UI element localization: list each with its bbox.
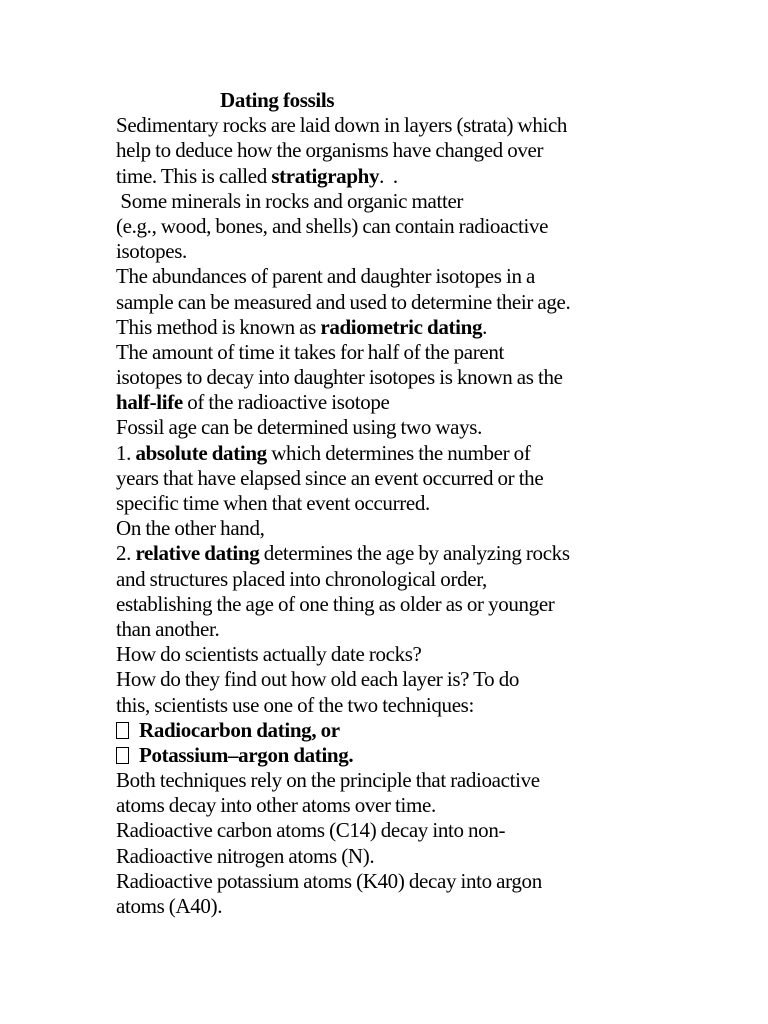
- text-run: Radioactive carbon atoms (C14) decay into non-: [116, 818, 506, 843]
- text-run: Fossil age can be determined using two ways.: [116, 415, 483, 440]
- text-line: [116, 138, 756, 163]
- text-run: The amount of time it takes for half of the parent: [116, 339, 505, 364]
- text-run: which determines the number of: [266, 440, 531, 465]
- text-run: On the other hand,: [116, 516, 265, 541]
- bullet-item: [116, 718, 756, 743]
- text-run: isotopes.: [116, 239, 187, 264]
- text-line: [116, 567, 756, 592]
- text-line: [116, 315, 756, 340]
- text-line: [116, 642, 756, 667]
- text-line: [116, 617, 756, 642]
- bullet-item: [116, 743, 756, 768]
- text-line: [116, 214, 756, 239]
- text-run: Radioactive nitrogen atoms (N).: [116, 843, 375, 868]
- text-run: sample can be measured and used to determine their age.: [116, 289, 571, 314]
- text-run: atoms decay into other atoms over time.: [116, 793, 436, 818]
- text-run: .: [482, 314, 488, 339]
- text-run: Both techniques rely on the principle that radioactive: [116, 768, 540, 793]
- text-line: [116, 894, 756, 919]
- text-run: (e.g., wood, bones, and shells) can contain radioactive: [116, 213, 549, 238]
- text-line: [116, 793, 756, 818]
- text-line: [116, 516, 756, 541]
- text-line: [116, 693, 756, 718]
- bold-term: radiometric dating: [320, 314, 483, 339]
- bullet-box-icon: [116, 722, 129, 739]
- text-run: isotopes to decay into daughter isotopes is known as the: [116, 365, 563, 390]
- text-run: atoms (A40).: [116, 894, 223, 918]
- text-run: How do they find out how old each layer is? To do: [116, 667, 519, 692]
- text-run: than another.: [116, 616, 220, 641]
- text-line: [116, 768, 756, 793]
- bold-term: half-life: [116, 390, 183, 415]
- text-run: . .: [379, 163, 398, 188]
- text-line: [116, 415, 756, 440]
- text-run: years that have elapsed since an event occurred or the: [116, 465, 544, 490]
- text-run: 2.: [116, 541, 136, 566]
- text-line: [116, 541, 756, 566]
- text-run: help to deduce how the organisms have changed over: [116, 138, 544, 163]
- text-line: [116, 239, 756, 264]
- page-title: Dating fossils: [220, 88, 335, 112]
- text-line: [116, 113, 756, 138]
- bold-term: absolute dating: [135, 440, 267, 465]
- document-body: [116, 88, 756, 919]
- text-line: [116, 365, 756, 390]
- text-line: [116, 441, 756, 466]
- text-line: [116, 164, 756, 189]
- text-line: [116, 869, 756, 894]
- text-run: time. This is called: [116, 163, 272, 188]
- bullet-box-icon: [116, 747, 129, 764]
- text-line: [116, 390, 756, 415]
- text-run: This method is known as: [116, 314, 321, 339]
- text-line: [116, 189, 756, 214]
- text-run: Radioactive potassium atoms (K40) decay into argon: [116, 868, 542, 893]
- text-run: determines the age by analyzing rocks: [259, 541, 570, 566]
- text-line: [116, 818, 756, 843]
- text-run: Some minerals in rocks and organic matter: [116, 188, 464, 213]
- text-run: How do scientists actually date rocks?: [116, 642, 422, 667]
- bold-term: stratigraphy: [271, 163, 380, 188]
- bold-term: Radiocarbon dating, or: [139, 717, 340, 742]
- text-run: this, scientists use one of the two techniques:: [116, 692, 474, 717]
- text-line: [116, 290, 756, 315]
- text-run: establishing the age of one thing as older as or younger: [116, 591, 555, 616]
- text-run: Sedimentary rocks are laid down in layers (strata) which: [116, 113, 568, 138]
- bold-term: relative dating: [135, 541, 260, 566]
- text-line: [116, 491, 756, 516]
- text-line: [116, 466, 756, 491]
- bold-term: Potassium–argon dating.: [139, 742, 354, 767]
- text-run: and structures placed into chronological order,: [116, 566, 487, 591]
- text-line: [116, 340, 756, 365]
- text-run: of the radioactive isotope: [182, 390, 390, 415]
- text-line: [116, 844, 756, 869]
- text-run: specific time when that event occurred.: [116, 491, 430, 515]
- text-line: [116, 667, 756, 692]
- text-run: The abundances of parent and daughter isotopes in a: [116, 264, 535, 289]
- text-line: [116, 592, 756, 617]
- text-run: 1.: [116, 440, 136, 465]
- text-line: [116, 264, 756, 289]
